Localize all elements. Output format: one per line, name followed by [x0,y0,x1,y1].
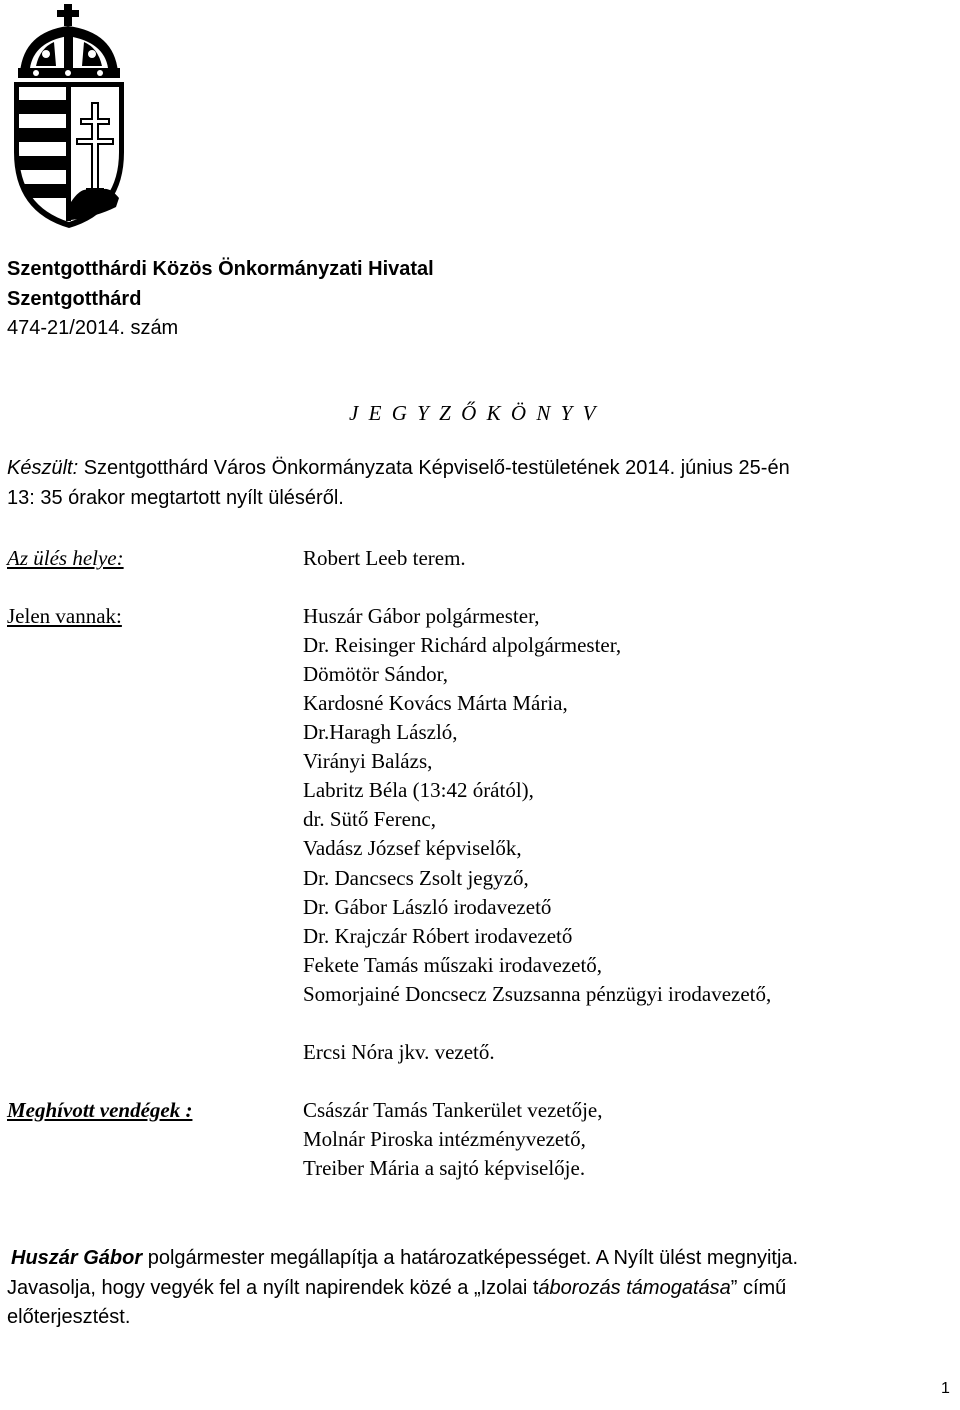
guest-item: Molnár Piroska intézményvezető, [303,1127,586,1151]
present-item: Dr. Krajczár Róbert irodavezető [303,924,573,948]
hungarian-coat-of-arms-icon [6,2,132,232]
present-item: Dr. Dancsecs Zsolt jegyző, [303,866,529,890]
venue-label: Az ülés helye: [7,546,124,570]
present-item: Dömötör Sándor, [303,662,448,686]
document-number: 474-21/2014. szám [7,317,179,339]
present-item: Dr.Haragh László, [303,720,458,744]
present-item: Somorjainé Doncsecz Zsuzsanna pénzügyi irodavezető, [303,982,772,1006]
present-item: Kardosné Kovács Márta Mária, [303,691,568,715]
opening-line-3: előterjesztést. [7,1306,131,1328]
opening-line-1 [7,1244,927,1274]
document-title: J E G Y Z Ő K Ö N Y V [349,401,598,425]
venue-value: Robert Leeb terem. [303,546,466,570]
made-text-2: 13: 35 órakor megtartott nyílt üléséről. [7,487,344,509]
present-item: Virányi Balázs, [303,749,433,773]
guests-label: Meghívott vendégek : [7,1098,193,1122]
made-text-1: Szentgotthárd Város Önkormányzata Képviselő-testületének 2014. június 25-én [78,457,790,479]
opening-line-2 [7,1274,927,1304]
present-item: Dr. Reisinger Richárd alpolgármester, [303,633,622,657]
present-item: dr. Sütő Ferenc, [303,807,436,831]
opening-paragraph [7,1244,927,1333]
present-item: Huszár Gábor polgármester, [303,604,540,628]
present-item: Labritz Béla (13:42 órától), [303,778,534,802]
opening-text-1: polgármester megállapítja a határozatképességet. A Nyílt ülést megnyitja. [142,1247,799,1269]
present-label: Jelen vannak: [7,604,122,628]
present-item: Fekete Tamás műszaki irodavezető, [303,953,603,977]
page-number: 1 [941,1380,950,1397]
guest-item: Császár Tamás Tankerület vezetője, [303,1098,603,1122]
opening-text-2: Javasolja, hogy vegyék fel a nyílt napirendek közé a „Izolai t [7,1276,539,1299]
opening-text-3: ” című [730,1276,787,1299]
present-item: Dr. Gábor László irodavezető [303,895,552,919]
made-label: Készült: [7,457,79,479]
made-line-1 [7,457,790,480]
guest-item: Treiber Mária a sajtó képviselője. [303,1156,586,1180]
recorder: Ercsi Nóra jkv. vezető. [303,1040,495,1064]
city-name: Szentgotthárd [7,288,142,310]
mayor-name: Huszár Gábor [11,1247,143,1269]
proposal-topic: áborozás támogatása [538,1276,731,1299]
office-name: Szentgotthárdi Közös Önkormányzati Hivatal [7,258,434,280]
present-item: Vadász József képviselők, [303,836,522,860]
